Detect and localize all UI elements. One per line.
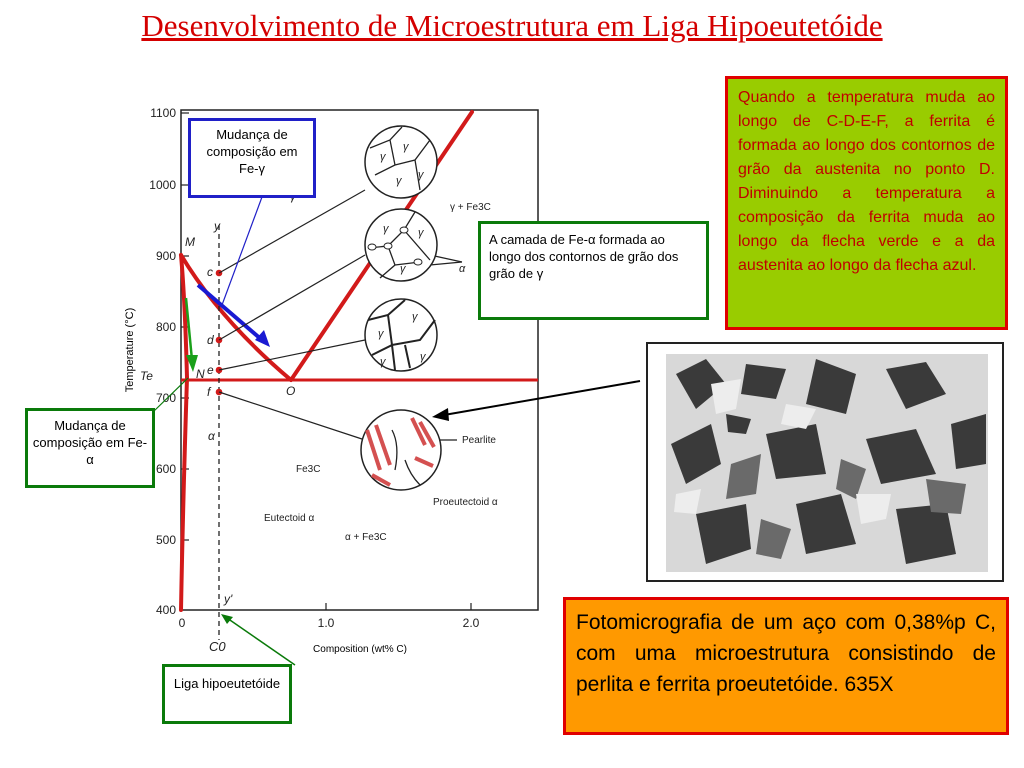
ytick-800: 800 [155,320,176,334]
svg-text:γ: γ [418,169,424,181]
label-C0: C0 [209,639,226,654]
xtick-2: 2.0 [462,616,480,630]
label-f: f [207,385,211,399]
label-proeutectoid: Proeutectoid α [433,497,498,508]
ytick-900: 900 [155,249,176,263]
svg-text:γ: γ [380,356,386,368]
alloy-text: Liga hipoeutetóide [173,676,281,691]
label-pearlite: Pearlite [462,435,496,446]
label-Te: Te [140,369,153,383]
label-fe3c: Fe3C [296,464,321,475]
label-e: e [207,363,214,377]
label-N: N [196,367,205,381]
alpha-layer-text: A camada de Fe-α formada ao longo dos contornos de grão dos grão de γ [489,232,679,281]
gamma-change-text: Mudança de composição em Fe-γ [206,127,298,176]
svg-text:α: α [459,263,466,275]
label-eutectoid: Eutectoid α [264,513,315,524]
info-box [725,76,1008,330]
label-O: O [286,384,296,398]
microstructure-circle-e [365,299,437,371]
alpha-layer-callout [478,221,709,320]
caption-box [563,597,1009,735]
svg-text:γ: γ [420,351,426,363]
svg-text:γ: γ [380,151,386,163]
svg-text:γ: γ [403,141,409,153]
ytick-500: 500 [155,533,176,547]
label-alpha-fe3c: α + Fe3C [345,532,387,543]
gamma-pointer [210,195,270,315]
xtick-0: 0 [178,616,186,630]
xtick-1: 1.0 [317,616,335,630]
label-yprime: y' [224,592,233,606]
ytick-1100: 1100 [150,106,176,120]
alloy-callout [162,664,292,724]
caption-text: Fotomicrografia de um aço com 0,38%p C, com uma microestrutura consistindo de perlita e ferrita proeutetóide. 635X [576,611,996,696]
x-axis-label: Composition (wt% C) [313,644,407,655]
page-title: Desenvolvimento de Microestrutura em Liga Hipoeutetóide [141,8,883,43]
alloy-pointer [215,610,305,670]
label-gamma-fe3c: γ + Fe3C [450,202,491,213]
y-axis-label: Temperature (°C) [124,307,136,393]
svg-text:γ: γ [418,227,424,239]
microstructure-circle-f [361,410,441,490]
micrograph-pointer [430,375,645,425]
ytick-600: 600 [155,462,176,476]
info-text: Quando a temperatura muda ao longo de C-D-E-F, a ferrita é formada ao longo dos contornos de grão da austenita no ponto D. Diminuindo a temperatura a composição da ferrita muda ao longo da flecha verde e a da austenita ao longo da flecha azul. [738,89,995,274]
microstructure-circle-c [365,126,437,198]
svg-text:γ: γ [396,175,402,187]
micrograph-image [666,354,988,572]
alpha-solvus-upper [181,255,187,378]
label-c: c [207,265,213,279]
alpha-change-callout [25,408,155,488]
gamma-change-callout [188,118,316,198]
microstructure-circle-d [365,209,466,281]
svg-text:γ: γ [412,311,418,323]
svg-text:γ: γ [378,328,384,340]
ytick-1000: 1000 [149,178,176,192]
alpha-change-text: Mudança de composição em Fe-α [32,418,148,467]
label-M: M [185,235,195,249]
label-alpha: α [208,429,215,443]
alpha-pointer [150,372,195,422]
svg-text:γ: γ [383,223,389,235]
label-y: y [214,219,220,233]
micrograph-frame [646,342,1004,582]
svg-text:γ: γ [400,263,406,275]
label-d: d [207,333,214,347]
ytick-700: 700 [155,391,176,405]
ytick-400: 400 [155,603,176,617]
